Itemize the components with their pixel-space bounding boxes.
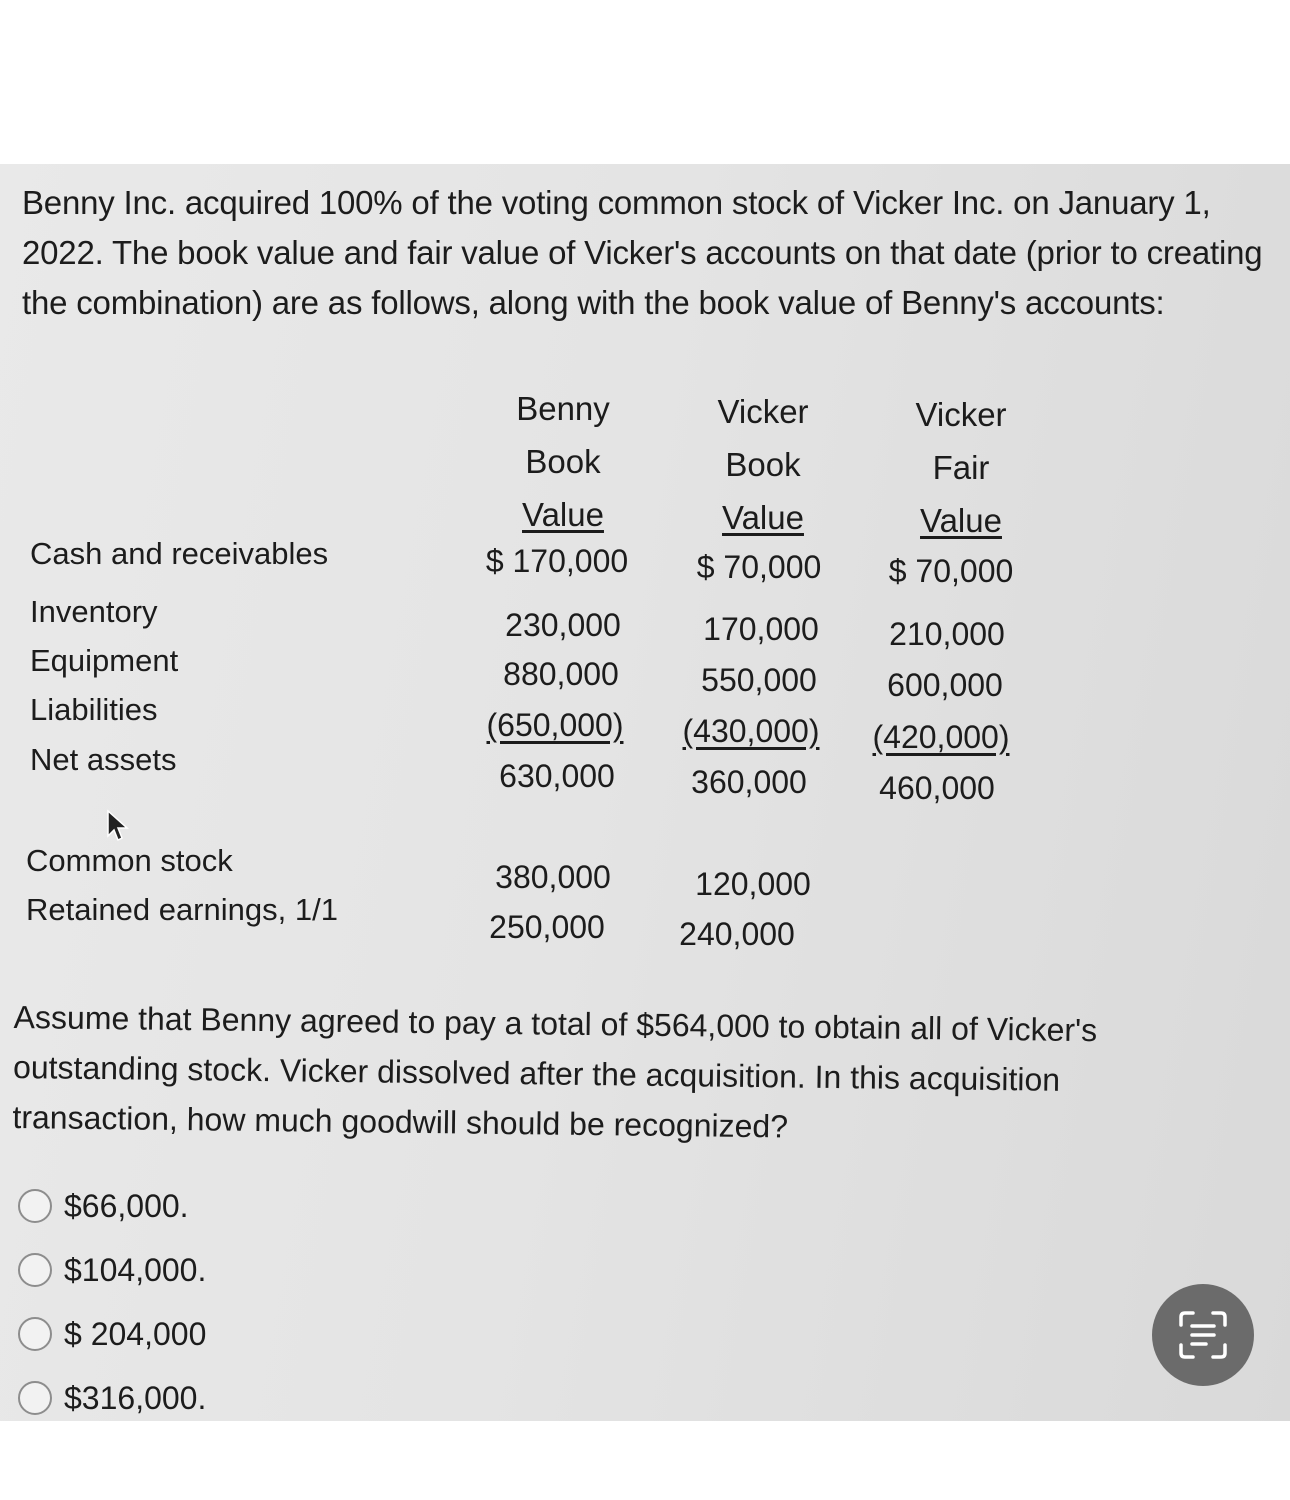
option-label: $104,000. bbox=[64, 1251, 207, 1288]
row-label-retained-earnings: Retained earnings, 1/1 bbox=[26, 892, 338, 927]
cell-vicker-book-net-assets: 360,000 bbox=[691, 764, 807, 800]
option-d[interactable] bbox=[18, 1366, 206, 1421]
cell-benny-common-stock: 380,000 bbox=[495, 859, 611, 895]
cell-vicker-fair-equipment: 600,000 bbox=[887, 667, 1003, 703]
cell-vicker-book-cash: $ 70,000 bbox=[696, 549, 822, 585]
accounts-table bbox=[0, 164, 1290, 964]
cell-vicker-book-retained-earnings: 240,000 bbox=[679, 916, 795, 952]
header-line: Benny bbox=[516, 390, 610, 427]
row-label-liabilities: Liabilities bbox=[30, 692, 158, 727]
row-label-common-stock: Common stock bbox=[26, 843, 233, 878]
header-vicker-fair-value bbox=[876, 388, 1046, 547]
cell-vicker-book-liabilities: (430,000) bbox=[682, 713, 820, 749]
cell-vicker-book-equipment: 550,000 bbox=[701, 662, 817, 698]
radio-button[interactable] bbox=[18, 1253, 52, 1287]
row-label-inventory: Inventory bbox=[30, 594, 158, 629]
cell-benny-cash: $ 170,000 bbox=[485, 543, 629, 579]
header-line: Value bbox=[522, 496, 604, 533]
header-vicker-book-value bbox=[678, 385, 848, 544]
header-benny-book-value bbox=[478, 382, 648, 541]
option-label: $316,000. bbox=[64, 1379, 207, 1416]
live-text-scan-icon bbox=[1175, 1307, 1231, 1363]
option-b[interactable] bbox=[18, 1238, 206, 1302]
problem-intro: Benny Inc. acquired 100% of the voting common stock of Vicker Inc. on January 1, 2022. The book value and fair value of Vicker's accounts on that date (prior to creating the combination) are as follows, along with the book value of Benny's accounts: bbox=[22, 184, 1263, 321]
option-label: $ 204,000 bbox=[64, 1315, 207, 1352]
mouse-pointer-icon bbox=[105, 809, 133, 843]
header-line: Fair bbox=[932, 449, 990, 486]
row-label-cash: Cash and receivables bbox=[30, 536, 329, 571]
header-line: Book bbox=[725, 446, 801, 483]
header-line: Book bbox=[525, 443, 601, 480]
header-line: Value bbox=[722, 499, 804, 536]
option-a[interactable] bbox=[18, 1174, 206, 1238]
cell-benny-equipment: 880,000 bbox=[503, 656, 619, 692]
radio-button[interactable] bbox=[18, 1189, 52, 1223]
cell-vicker-fair-liabilities: (420,000) bbox=[872, 719, 1010, 755]
option-c[interactable] bbox=[18, 1302, 206, 1366]
answer-options bbox=[18, 1174, 206, 1421]
cell-benny-net-assets: 630,000 bbox=[499, 758, 615, 794]
radio-button[interactable] bbox=[18, 1381, 52, 1415]
radio-button[interactable] bbox=[18, 1317, 52, 1351]
cell-benny-inventory: 230,000 bbox=[505, 607, 621, 643]
cell-vicker-fair-inventory: 210,000 bbox=[889, 616, 1005, 652]
row-label-net-assets: Net assets bbox=[30, 742, 177, 777]
cell-vicker-fair-cash: $ 70,000 bbox=[888, 553, 1014, 589]
header-line: Value bbox=[920, 502, 1002, 539]
cell-benny-liabilities: (650,000) bbox=[486, 707, 624, 743]
option-label: $66,000. bbox=[64, 1187, 189, 1224]
cell-vicker-book-common-stock: 120,000 bbox=[695, 866, 811, 902]
live-text-scan-button[interactable] bbox=[1152, 1284, 1254, 1386]
cell-benny-retained-earnings: 250,000 bbox=[489, 909, 605, 945]
cell-vicker-book-inventory: 170,000 bbox=[703, 611, 819, 647]
header-line: Vicker bbox=[717, 393, 809, 430]
row-label-equipment: Equipment bbox=[30, 643, 179, 678]
header-line: Vicker bbox=[915, 396, 1007, 433]
question-text: Assume that Benny agreed to pay a total of $564,000 to obtain all of Vicker's outstanding stock. Vicker dissolved after the acquisition. In this acquisition transaction, how much goodwill should be recognized? bbox=[12, 998, 1098, 1145]
cell-vicker-fair-net-assets: 460,000 bbox=[879, 770, 995, 806]
question-photo bbox=[0, 164, 1290, 1421]
